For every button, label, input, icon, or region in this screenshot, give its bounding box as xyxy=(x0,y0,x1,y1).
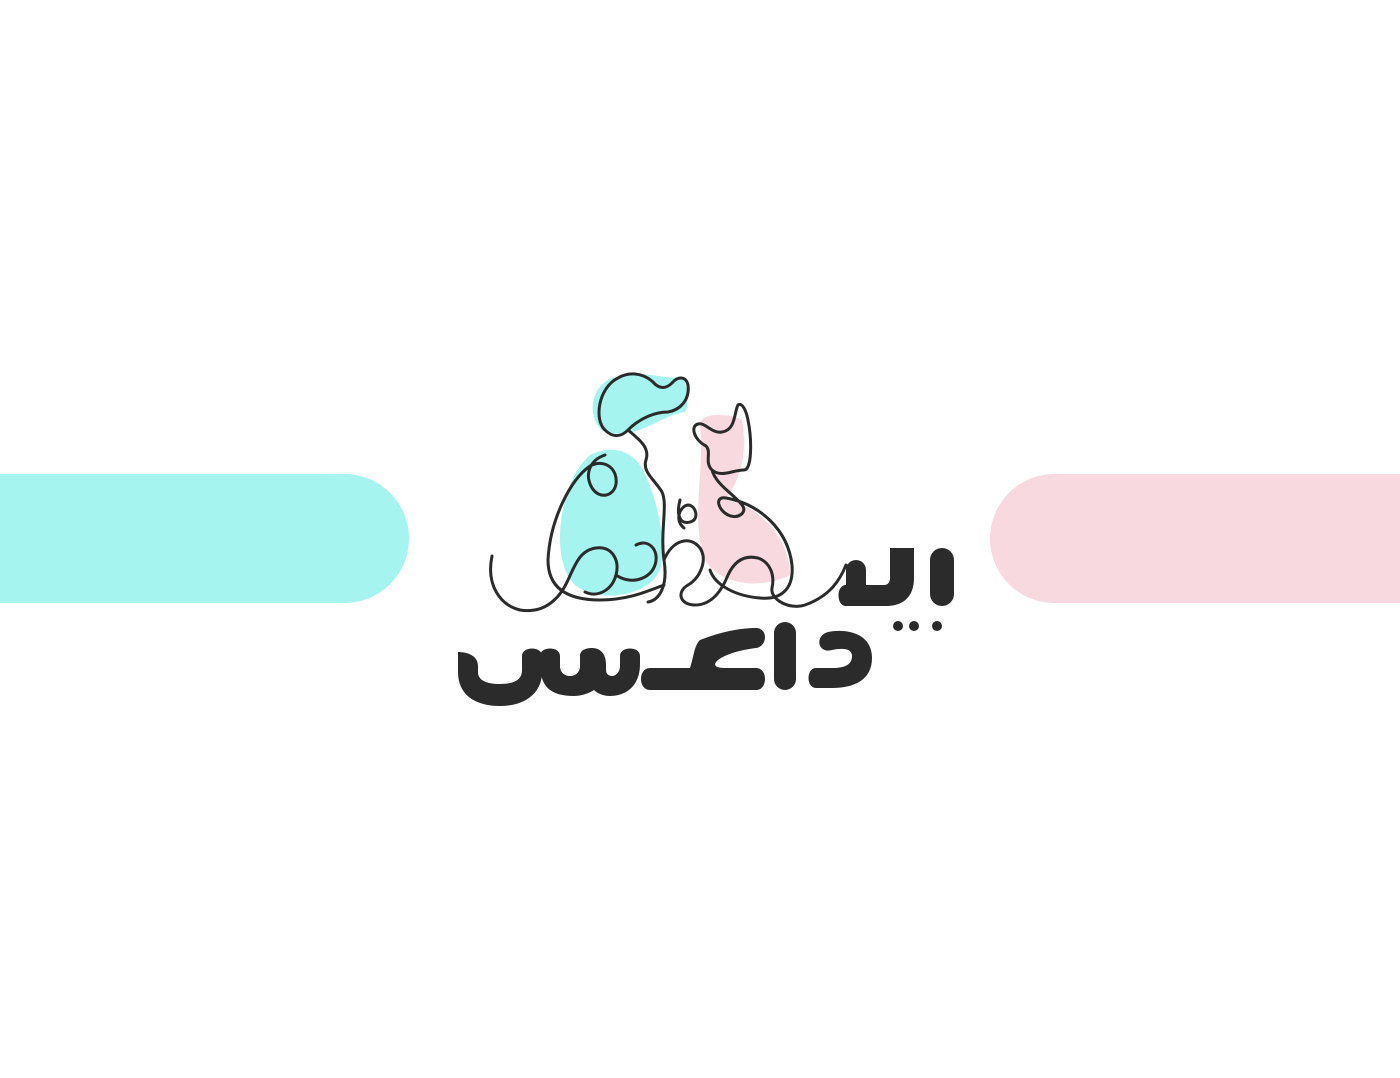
wordmark-line-2 xyxy=(458,622,872,706)
wordmark-line-1 xyxy=(839,548,955,631)
right-pink-pill xyxy=(990,474,1400,603)
brand-logo xyxy=(430,360,970,720)
left-teal-pill xyxy=(0,474,409,603)
